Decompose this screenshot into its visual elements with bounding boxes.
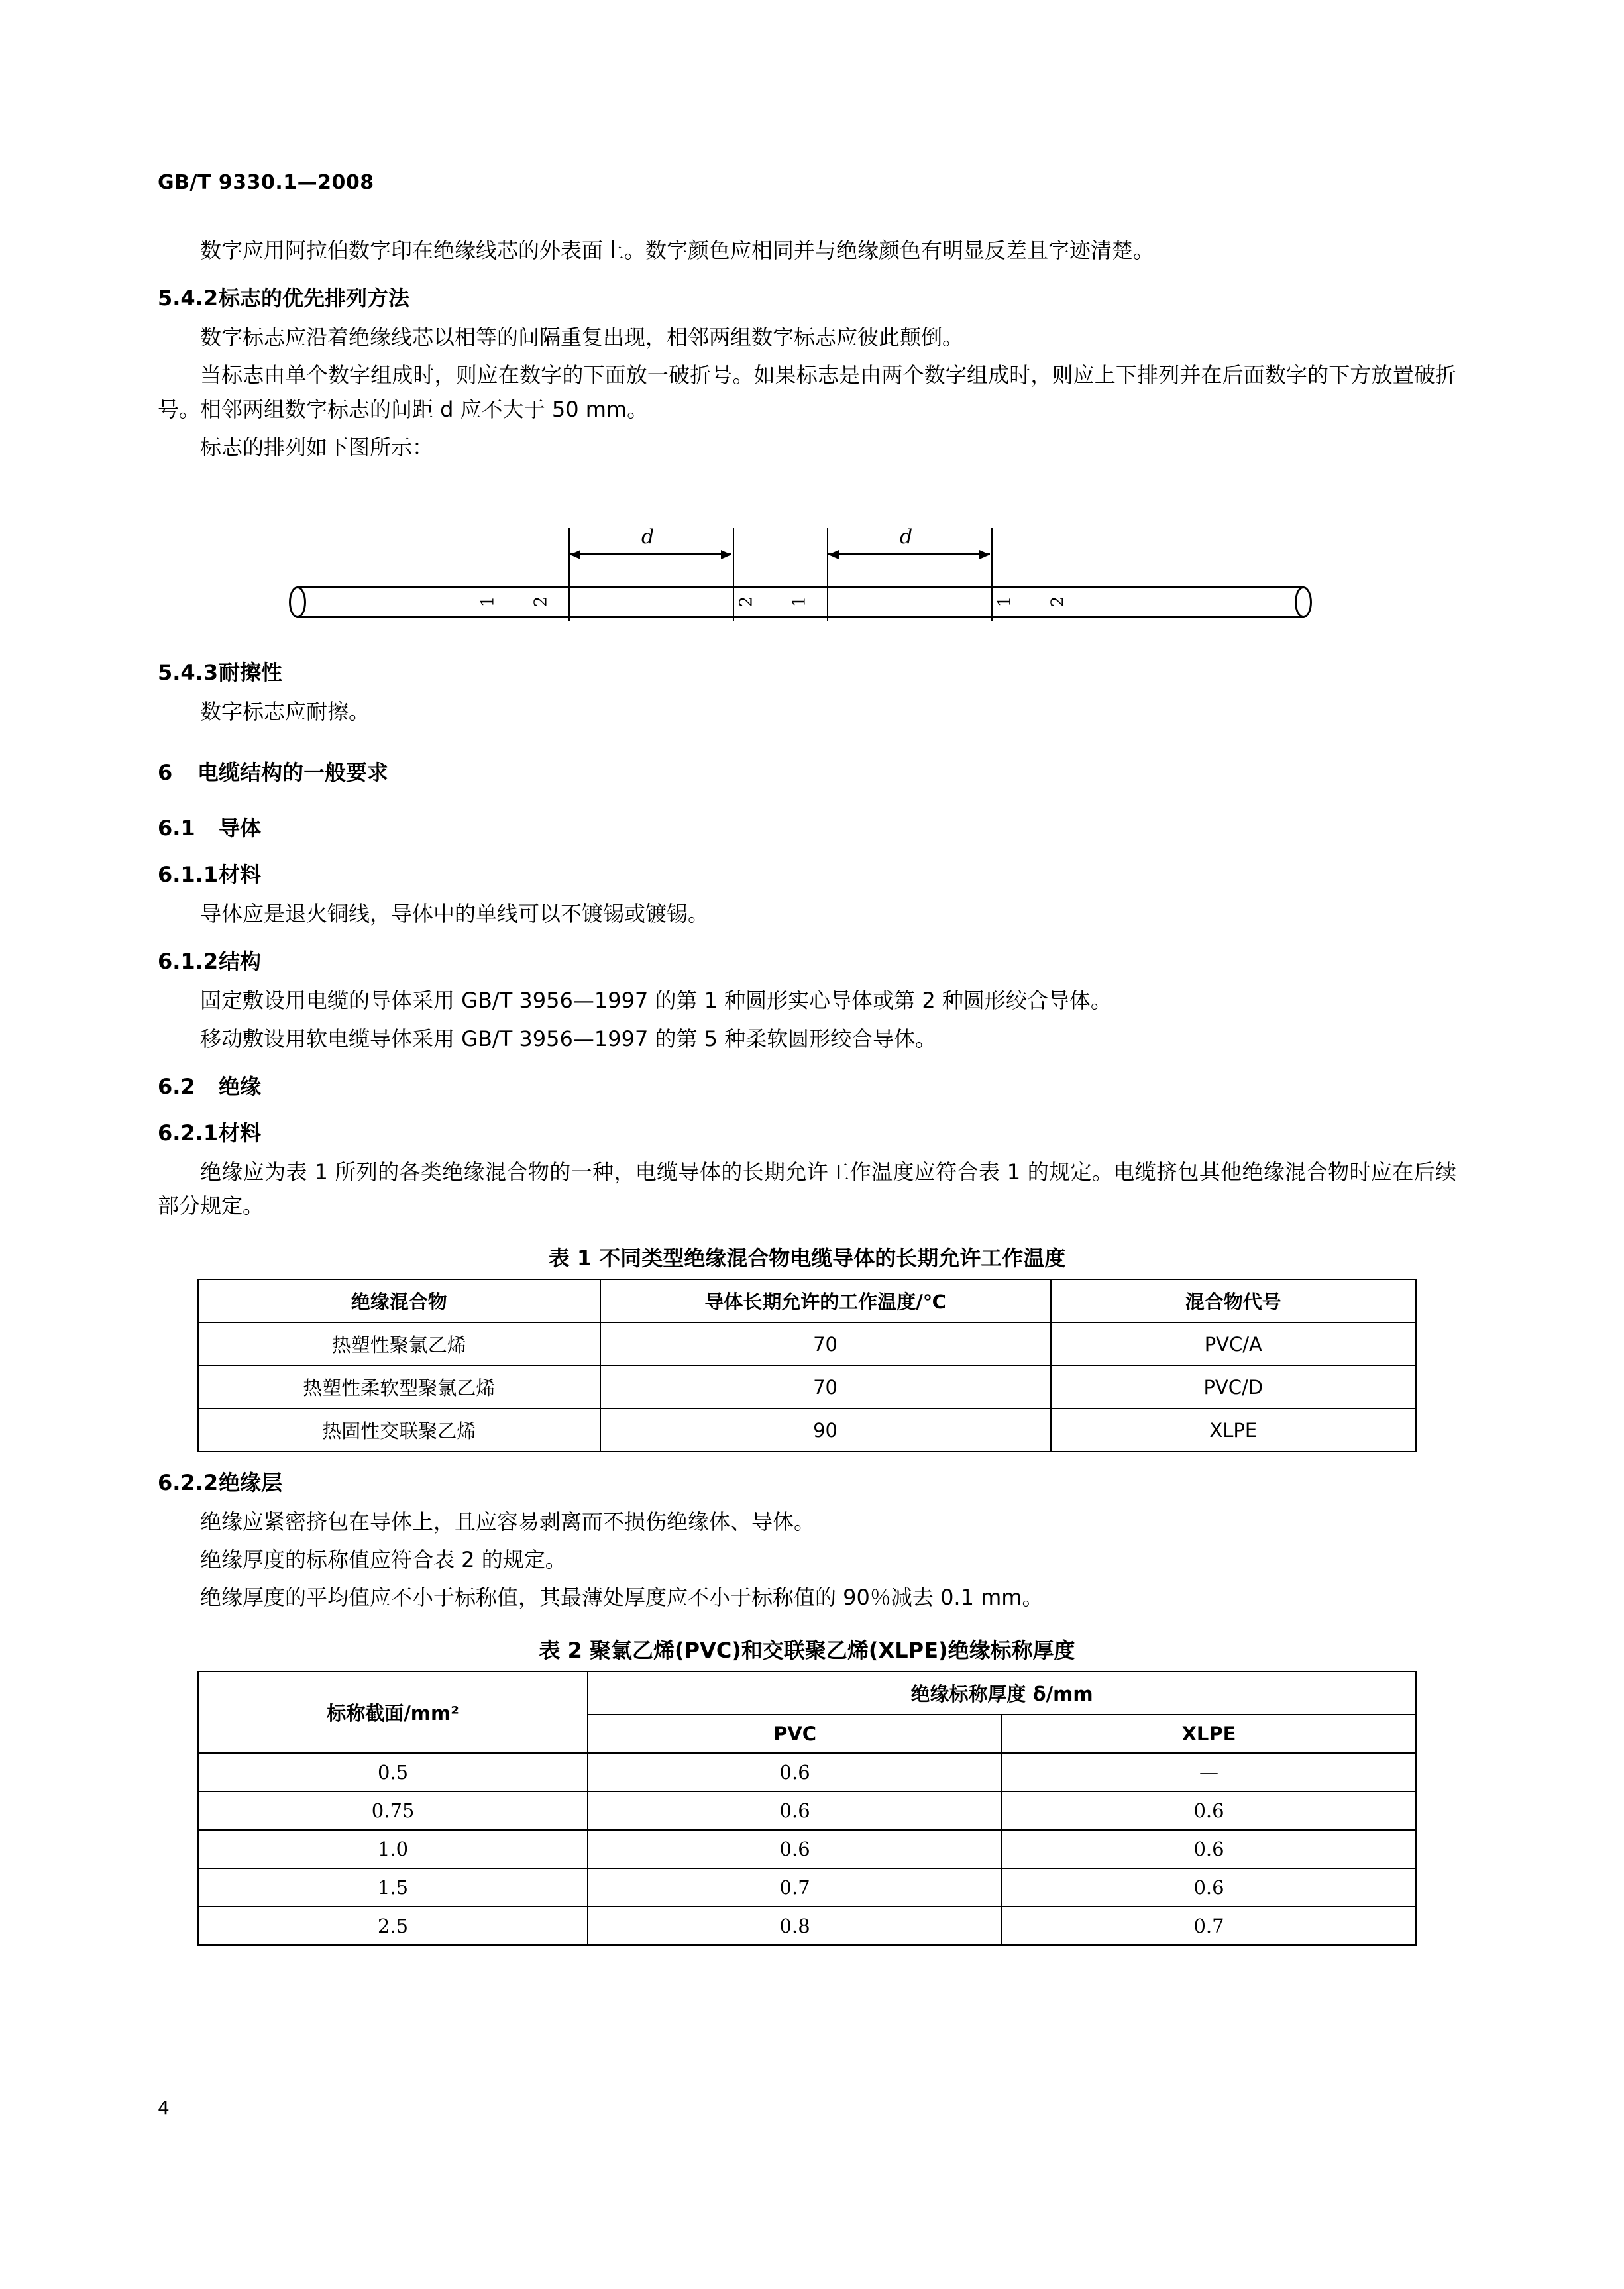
table-row: [198, 1672, 1416, 1715]
table-row: [198, 1753, 1416, 1791]
clause-6-2-1: [158, 1117, 1456, 1149]
table-1-header-code: 混合物代号: [1051, 1279, 1416, 1322]
clause-5-4-2-title: 标志的优先排列方法: [219, 286, 410, 311]
marking-arrangement-figure: [158, 487, 1456, 639]
table-1-cell: 90: [600, 1409, 1051, 1452]
paragraph-insulation-material: 绝缘应为表 1 所列的各类绝缘混合物的一种，电缆导体的长期允许工作温度应符合表 1 的规定。电缆挤包其他绝缘混合物时应在后续部分规定。: [158, 1159, 1456, 1218]
standard-number-header: GB/T 9330.1—2008: [158, 171, 374, 194]
marking-digit-3: 2: [736, 596, 757, 608]
clause-6-2-2-title: 绝缘层: [219, 1470, 283, 1496]
paragraph-digits-printing: 数字应用阿拉伯数字印在绝缘线芯的外表面上。数字颜色应相同并与绝缘颜色有明显反差且字迹清楚。: [200, 238, 1155, 263]
table-2-cell: 0.5: [198, 1753, 588, 1791]
paragraph-fixed-conductor: 固定敷设用电缆的导体采用 GB/T 3956—1997 的第 1 种圆形实心导体或第 2 种圆形绞合导体。: [200, 988, 1112, 1014]
marking-dash-3: [1043, 586, 1060, 588]
clause-6-1-number: 6.1: [158, 816, 195, 841]
clause-6-1-2: [158, 945, 1456, 977]
clause-6-1: [158, 812, 1456, 844]
clause-6: [158, 757, 1456, 788]
page-number: 4: [158, 2097, 170, 2119]
paragraph-figure-intro: 标志的排列如下图所示：: [200, 434, 434, 460]
table-2-header-xlpe: XLPE: [1002, 1715, 1416, 1753]
table-1-cell: 70: [600, 1365, 1051, 1409]
paragraph-nominal-thickness: 绝缘厚度的标称值应符合表 2 的规定。: [200, 1547, 567, 1573]
clause-5-4-2: [158, 282, 1456, 314]
dimension-tick-3: [827, 528, 828, 621]
table-2-cell: 1.0: [198, 1830, 588, 1868]
dimension-line-right: [828, 553, 990, 555]
marking-dash-1: [526, 586, 543, 588]
table-2-header-section: 标称截面/mm²: [198, 1672, 588, 1753]
clause-5-4-3-title: 耐擦性: [219, 659, 283, 685]
clause-5-4-3: [158, 657, 1456, 688]
table-2-cell: —: [1002, 1753, 1416, 1791]
dimension-line-left: [570, 553, 731, 555]
paragraph-marking-repeat: 数字标志应沿着绝缘线芯以相等的间隔重复出现，相邻两组数字标志应彼此颠倒。: [200, 325, 964, 350]
table-2-cell: 0.6: [588, 1753, 1002, 1791]
table-2-cell: 0.6: [588, 1791, 1002, 1830]
table-row: [198, 1365, 1416, 1409]
table-row: [198, 1830, 1416, 1868]
table-2-nominal-thickness: [197, 1671, 1417, 1946]
page-content: [158, 171, 1456, 1946]
dimension-tick-4: [991, 528, 993, 621]
table-1-title: 表 1 不同类型绝缘混合物电缆导体的长期允许工作温度: [548, 1246, 1066, 1271]
table-1-cell: 热固性交联聚乙烯: [198, 1409, 600, 1452]
dimension-label-left: d: [641, 525, 655, 549]
clause-5-4-2-number: 5.4.2: [158, 286, 219, 311]
clause-6-1-2-title: 结构: [219, 949, 262, 975]
marking-digit-2: 2: [531, 596, 551, 608]
clause-5-4-3-number: 5.4.3: [158, 659, 219, 685]
clause-6-1-1-title: 材料: [219, 862, 262, 888]
marking-digit-5: 1: [995, 596, 1015, 608]
clause-6-2-1-number: 6.2.1: [158, 1120, 219, 1145]
clause-6-2-2: [158, 1467, 1456, 1499]
clause-6-1-1-number: 6.1.1: [158, 862, 219, 888]
table-2-header-pvc: PVC: [588, 1715, 1002, 1753]
paragraph-average-thickness: 绝缘厚度的平均值应不小于标称值，其最薄处厚度应不小于标称值的 90％减去 0.1 mm。: [200, 1585, 1044, 1611]
table-1-cell: PVC/D: [1051, 1365, 1416, 1409]
clause-6-number: 6: [158, 760, 173, 786]
clause-6-1-1: [158, 859, 1456, 890]
table-row: [198, 1868, 1416, 1907]
clause-6-1-title: 导体: [219, 816, 262, 841]
table-2-title: 表 2 聚氯乙烯(PVC)和交联聚乙烯(XLPE)绝缘标称厚度: [539, 1637, 1075, 1663]
table-row: [198, 1409, 1416, 1452]
table-row: [198, 1322, 1416, 1365]
table-row: [198, 1791, 1416, 1830]
table-1-cell: PVC/A: [1051, 1322, 1416, 1365]
table-1-insulation-temperatures: [197, 1279, 1417, 1452]
paragraph-conductor-material: 导体应是退火铜线，导体中的单线可以不镀锡或镀锡。: [200, 901, 710, 927]
table-1-cell: 热塑性柔软型聚氯乙烯: [198, 1365, 600, 1409]
paragraph-abrasion: 数字标志应耐擦。: [200, 698, 370, 724]
dimension-label-right: d: [900, 525, 913, 549]
table-2-cell: 1.5: [198, 1868, 588, 1907]
marking-digit-6: 2: [1048, 596, 1068, 608]
clause-6-2-title: 绝缘: [219, 1073, 262, 1099]
table-2-cell: 0.75: [198, 1791, 588, 1830]
table-2-cell: 0.7: [588, 1868, 1002, 1907]
clause-6-title: 电缆结构的一般要求: [197, 760, 389, 786]
table-1-cell: 热塑性聚氯乙烯: [198, 1322, 600, 1365]
paragraph-insulation-extrusion: 绝缘应紧密挤包在导体上，且应容易剥离而不损伤绝缘体、导体。: [200, 1509, 816, 1535]
table-1-header-temperature: 导体长期允许的工作温度/℃: [600, 1279, 1051, 1322]
clause-6-2: [158, 1071, 1456, 1102]
table-1-header-compound: 绝缘混合物: [198, 1279, 600, 1322]
clause-6-2-2-number: 6.2.2: [158, 1470, 219, 1496]
clause-6-2-1-title: 材料: [219, 1120, 262, 1145]
table-2-cell: 2.5: [198, 1907, 588, 1945]
clause-6-1-2-number: 6.1.2: [158, 949, 219, 975]
dimension-tick-2: [733, 528, 734, 621]
paragraph-marking-dash: 当标志由单个数字组成时，则应在数字的下面放一破折号。如果标志是由两个数字组成时，则应上下排列并在后面数字的下方放置破折号。相邻两组数字标志的间距 d 应不大于 50 mm。: [158, 362, 1456, 422]
marking-digit-1: 1: [478, 596, 498, 608]
paragraph-flexible-conductor: 移动敷设用软电缆导体采用 GB/T 3956—1997 的第 5 种柔软圆形绞合导体。: [200, 1026, 937, 1051]
table-2-cell: 0.6: [1002, 1830, 1416, 1868]
table-row: [198, 1907, 1416, 1945]
marking-digit-4: 1: [789, 596, 810, 608]
table-2-cell: 0.6: [1002, 1868, 1416, 1907]
table-row: [198, 1279, 1416, 1322]
dimension-tick-1: [568, 528, 570, 621]
table-2-cell: 0.8: [588, 1907, 1002, 1945]
clause-6-2-number: 6.2: [158, 1073, 195, 1099]
table-2-header-thickness: 绝缘标称厚度 δ/mm: [588, 1672, 1416, 1715]
table-2-cell: 0.6: [588, 1830, 1002, 1868]
table-1-cell: XLPE: [1051, 1409, 1416, 1452]
table-2-cell: 0.6: [1002, 1791, 1416, 1830]
table-2-cell: 0.7: [1002, 1907, 1416, 1945]
table-1-cell: 70: [600, 1322, 1051, 1365]
marking-dash-2: [731, 617, 749, 618]
